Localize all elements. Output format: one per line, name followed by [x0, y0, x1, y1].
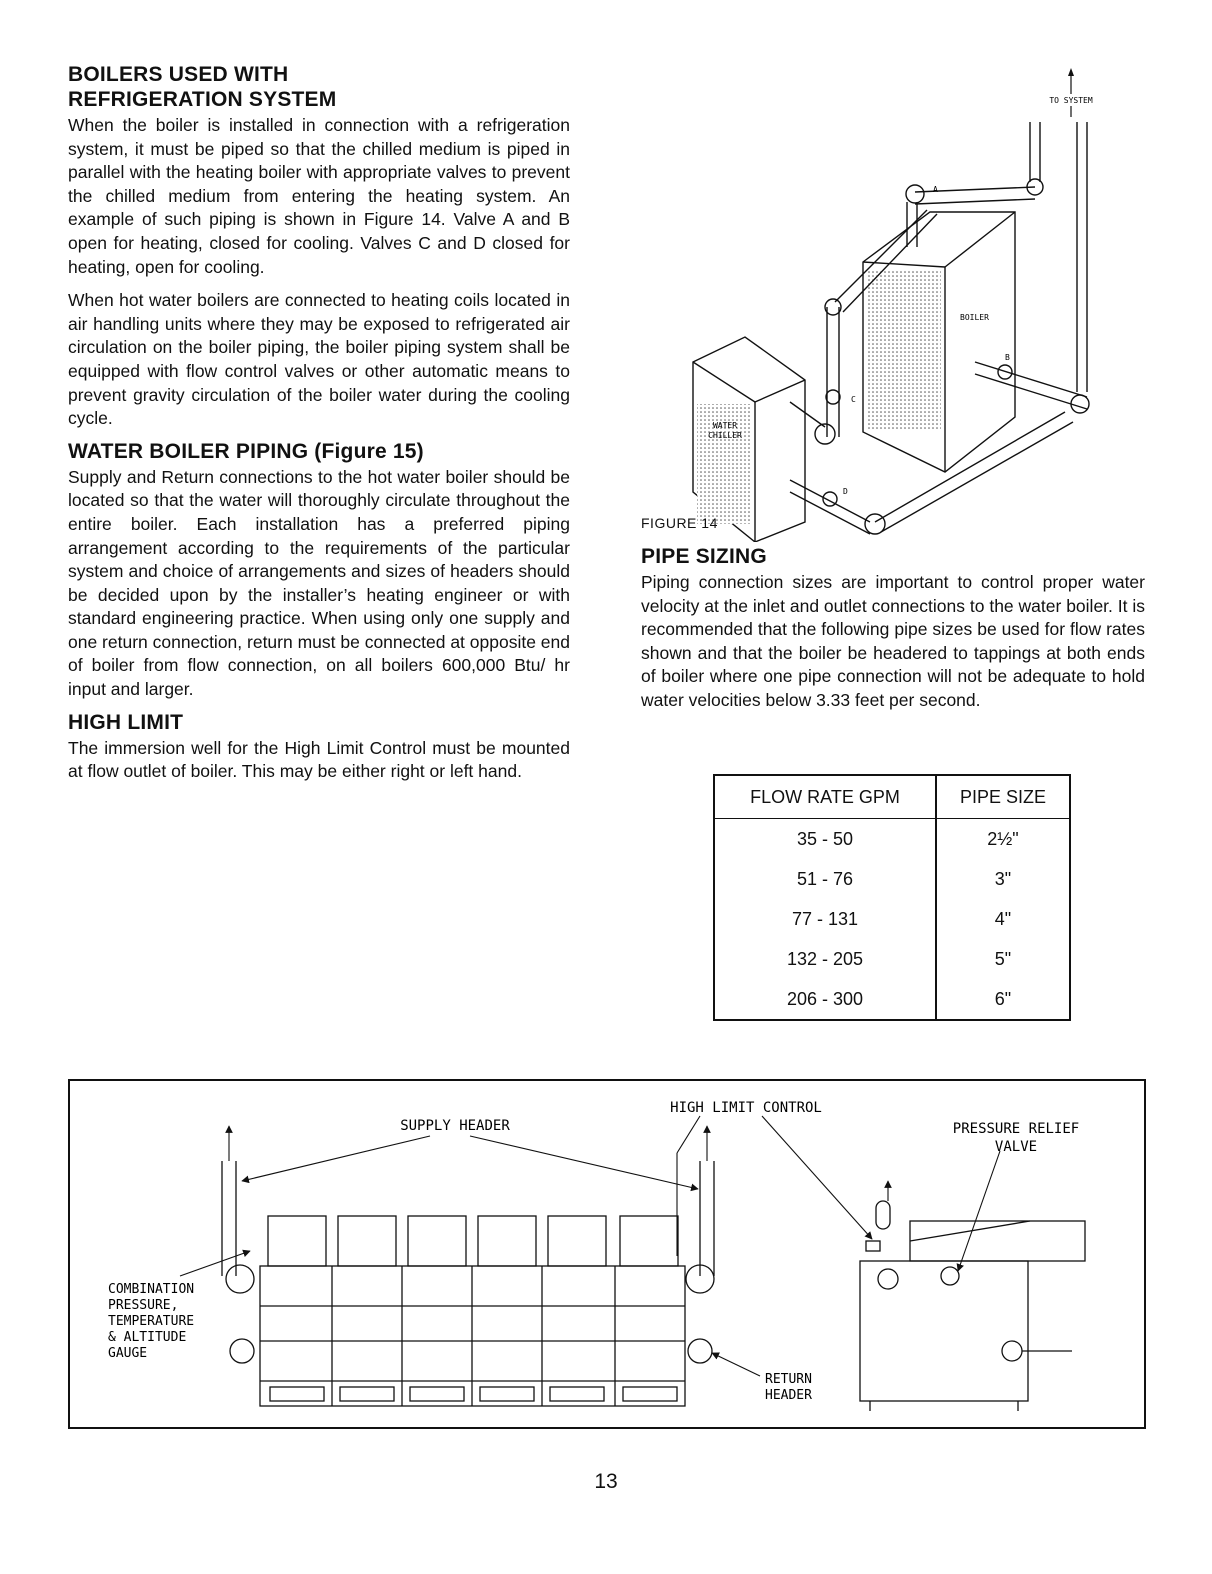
flow-rate-cell: 35 - 50 [714, 819, 936, 860]
valve-b-label: B [1005, 353, 1010, 362]
return-header-label-2: HEADER [765, 1388, 812, 1403]
pipe-size-cell: 2½" [987, 828, 1019, 849]
chiller-label-2: CHILLER [708, 431, 742, 440]
flow-rate-cell: 51 - 76 [714, 859, 936, 899]
table-header-row [714, 775, 1070, 819]
gauge-label-4: & ALTITUDE [108, 1330, 187, 1345]
page-number: 13 [594, 1470, 618, 1493]
pressure-relief-label-2: VALVE [994, 1139, 1038, 1155]
figure-14-caption: FIGURE 14 [641, 515, 718, 531]
water-boiler-piping-para: Supply and Return connections to the hot water boiler should be located so that the water will thoroughly circulate throughout the entire boiler. Each installation has a preferred piping arrangement according to the requirements of the particular system and choice of arrangements and sizes of headers should be decided upon by the installer’s heating engineer or with standard engineering practice. When using only one supply and one return connection, return must be connected at opposite end of boiler from flow connection, on all boilers 600,000 Btu/ hr input and larger. [68, 466, 570, 700]
pipe-size-cell: 4" [994, 908, 1012, 929]
valve-c-label: C [851, 395, 856, 404]
pipe-sizing-title: PIPE SIZING [641, 545, 767, 568]
gauge-label-5: GAUGE [108, 1346, 148, 1361]
table-row [714, 819, 1070, 860]
high-limit-control-label: HIGH LIMIT CONTROL [670, 1100, 822, 1116]
flow-rate-cell: 206 - 300 [714, 979, 936, 1020]
to-system-label: TO SYSTEM [1049, 96, 1093, 105]
pipe-size-cell: 6" [994, 988, 1012, 1009]
supply-header-label: SUPPLY HEADER [400, 1118, 510, 1134]
flow-rate-header: FLOW RATE GPM [714, 775, 936, 819]
left-column [68, 62, 570, 784]
chiller-label-1: WATER [712, 421, 738, 430]
pipe-sizing-para: Piping connection sizes are important to control proper water velocity at the inlet and outlet connections to the water boiler. It is recommended that the following pipe sizes be used for flow rates shown and that the boiler be headered to tappings at both ends of boiler where one pipe connection will not be adequate to hold water velocities below 3.33 feet per second. [641, 572, 1145, 710]
boiler-label: BOILER [960, 313, 989, 322]
table-row [714, 979, 1070, 1020]
figure-14-diagram [675, 62, 1115, 542]
refrigeration-title: BOILERS USED WITH REFRIGERATION SYSTEM [68, 63, 337, 111]
pipe-size-cell: 5" [994, 948, 1012, 969]
valve-d-label: D [843, 487, 848, 496]
pipe-size-cell: 3" [994, 868, 1012, 889]
right-column [641, 544, 1145, 713]
gauge-label-2: PRESSURE, [108, 1298, 179, 1313]
high-limit-title: HIGH LIMIT [68, 710, 184, 734]
high-limit-para: The immersion well for the High Limit Control must be mounted at flow outlet of boiler. This may be either right or left hand. [68, 737, 570, 782]
table-row [714, 899, 1070, 939]
figure-15-diagram [70, 1081, 1144, 1427]
pipe-size-table [713, 774, 1071, 1021]
return-header-label-1: RETURN [765, 1372, 812, 1387]
table-row [714, 859, 1070, 899]
pressure-relief-label-1: PRESSURE RELIEF [952, 1121, 1080, 1137]
refrigeration-para-1: When the boiler is installed in connection with a refrigeration system, it must be piped so that the chilled medium is piped in parallel with the heating boiler with appropriate valves to prevent the chilled medium from entering the heating system. An example of such piping is shown in Figure 14. Valve A and B open for heating, closed for cooling. Valves C and D closed for heating, open for cooling. [68, 115, 570, 277]
table-row [714, 939, 1070, 979]
figure-15-box [68, 1079, 1146, 1429]
flow-rate-cell: 132 - 205 [714, 939, 936, 979]
valve-a-label: A [933, 185, 938, 194]
refrigeration-para-2: When hot water boilers are connected to heating coils located in air handling units where they may be exposed to refrigerated air circulation on the boiler piping, the boiler piping system shall be equipped with flow control valves or other automatic means to prevent gravity circulation of the boiler water during the cooling cycle. [68, 290, 570, 429]
water-boiler-piping-title: WATER BOILER PIPING (Figure 15) [68, 439, 424, 463]
gauge-label-3: TEMPERATURE [108, 1314, 195, 1329]
pipe-size-header: PIPE SIZE [936, 775, 1070, 819]
flow-rate-cell: 77 - 131 [714, 899, 936, 939]
gauge-label-1: COMBINATION [108, 1282, 195, 1297]
